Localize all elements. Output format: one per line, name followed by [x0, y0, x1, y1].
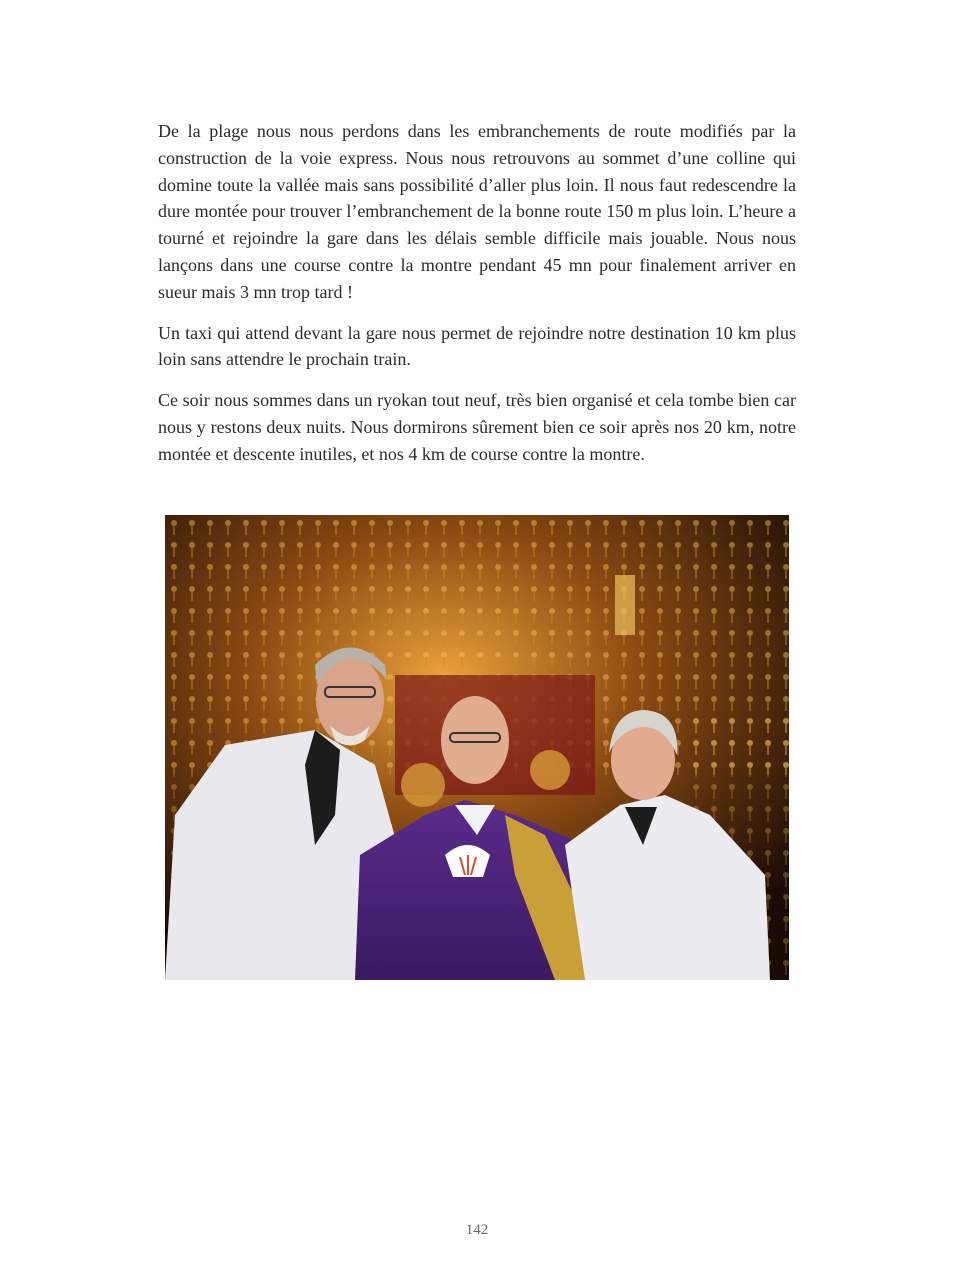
paragraph-3: Ce soir nous sommes dans un ryokan tout neuf, très bien organisé et cela tombe bien car nous y restons deux nuits. Nous dormirons sûrement bien ce soir après nos 20 km, notre montée et descente inutiles, et nos 4 km de course contre la montre. — [158, 390, 796, 464]
paragraph-1: De la plage nous nous perdons dans les embranchements de route modifiés par la construction de la voie express. Nous nous retrouvons au sommet d’une colline qui domine toute la vallée mais sans possibilité d’aller plus loin. Il nous faut redescendre la dure montée pour trouver l’embranchement de la bonne route 150 m plus loin. L’heure a tourné et rejoindre la gare dans les délais semble difficile mais jouable. Nous nous lançons dans une course contre la montre pendant 45 mn pour finalement arriver en sueur mais 3 mn trop tard ! — [158, 121, 796, 302]
temple-photo — [165, 515, 789, 980]
body-text — [158, 118, 796, 482]
page-number: 142 — [465, 1222, 489, 1238]
paragraph-2: Un taxi qui attend devant la gare nous permet de rejoindre notre destination 10 km plus loin sans attendre le prochain train. — [158, 322, 796, 370]
